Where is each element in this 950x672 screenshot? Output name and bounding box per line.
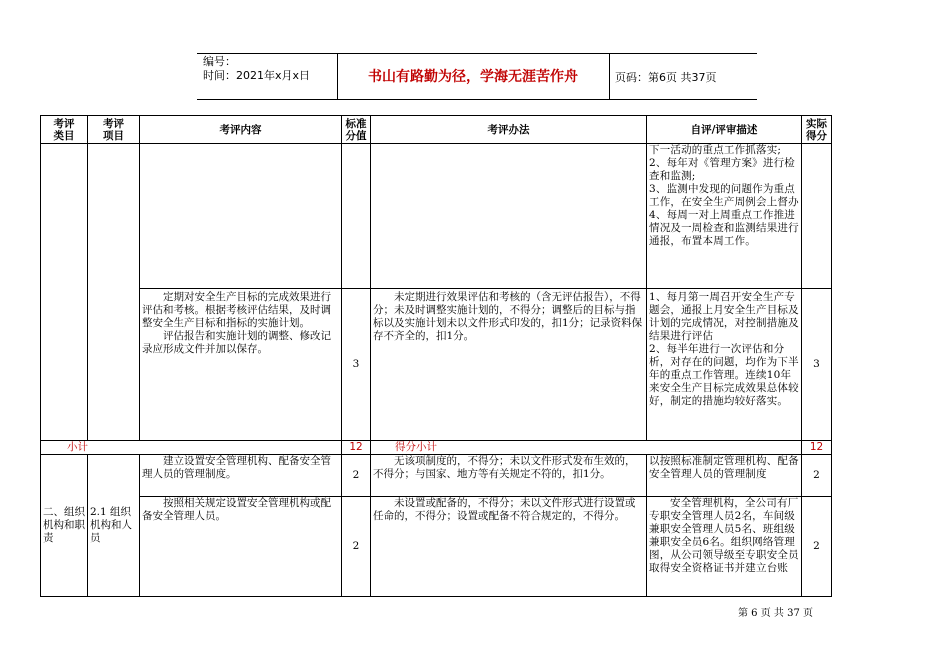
actual-cell: 2 [802,455,832,497]
actual-cell: 3 [802,289,832,441]
self-eval-cell: 下一活动的重点工作抓落实; 2、每年对《管理方案》进行检查和监测; 3、监测中发现的问题作为重点工作，在安全生产周例会上督办 4、每周一对上周重点工作推进情况及一周检查和监测结果进行通报，布置本周工作。 [647,144,802,289]
content-paragraph: 定期对安全生产目标的完成效果进行评估和考核。根据考核评估结果，及时调整安全生产目标和指标的实施计划。 [142,291,331,329]
content-paragraph: 评估报告和实施计划的调整、修改记录应形成文件并加以保存。 [142,330,331,355]
subtotal-actual: 12 [802,441,832,455]
evaluation-table [40,115,832,597]
col-header-actual-score: 实际 得分 [802,116,832,144]
header-divider [609,53,610,99]
score-cell: 2 [342,455,371,497]
content-cell: 建立设置安全管理机构、配备安全管理人员的管理制度。 [140,455,342,497]
col-header-standard-score: 标准 分值 [342,116,371,144]
col-header-self-eval: 自评/评审描述 [647,116,802,144]
subtotal-score: 12 [342,441,371,455]
number-label: 编号： [203,55,236,68]
col-header-method: 考评办法 [371,116,647,144]
table-header-row [41,116,832,144]
method-cell: 未定期进行效果评估和考核的（含无评估报告），不得分；未及时调整实施计划的，不得分；调整后的目标与指标以及实施计划未以文件形式印发的，扣1分；记录资料保存不齐全的，扣1分。 [371,289,647,441]
score-cell [342,144,371,289]
header-bottom-rule [197,99,757,100]
col-header-content: 考评内容 [140,116,342,144]
page-label: 页码：第6页 共37页 [615,71,717,84]
self-eval-cell: 安全管理机构，全公司有厂专职安全管理人员2名，车间级兼职安全管理人员5名、班组级兼职安全员6名。组织网络管理图，从公司领导级至专职安全员取得安全资格证书并建立台账 [647,497,802,597]
table-row [41,455,832,497]
method-cell [371,144,647,289]
score-cell: 2 [342,497,371,597]
page-header [197,53,757,99]
content-cell: 按照相关规定设置安全管理机构或配备安全管理人员。 [140,497,342,597]
col-header-category: 考评 类目 [41,116,88,144]
score-cell: 3 [342,289,371,441]
table-row [41,497,832,597]
col-header-item: 考评 项目 [88,116,140,144]
actual-cell: 2 [802,497,832,597]
category-cell: 二、组织机构和职责 [41,455,88,597]
subtotal-row [41,441,832,455]
self-eval-cell: 1、每月第一周召开安全生产专题会，通报上月安全生产目标及计划的完成情况，对控制措施及结果进行评估 2、每半年进行一次评估和分析，对存在的问题，均作为下半年的重点工作管理。连续10年来安全生产目标完成效果总体较好，制定的措施均较好落实。 [647,289,802,441]
table-row [41,289,832,441]
header-meta [203,55,310,83]
content-cell [140,289,342,441]
actual-cell [802,144,832,289]
item-cell: 2.1 组织机构和人员 [88,455,140,597]
category-cell [41,144,88,441]
motto: 书山有路勤为径，学海无涯苦作舟 [368,69,578,85]
self-eval-cell: 以按照标准制定管理机构、配备安全管理人员的管理制度 [647,455,802,497]
subtotal-label: 小计 [41,441,342,455]
table-row [41,144,832,289]
page-footer: 第 6 页 共 37 页 [738,608,813,619]
item-cell [88,144,140,441]
content-cell [140,144,342,289]
subtotal-method-label: 得分小计 [371,441,802,455]
method-cell: 无该项制度的，不得分；未以文件形式发布生效的，不得分；与国家、地方等有关规定不符的，扣1分。 [371,455,647,497]
method-cell: 未设置或配备的，不得分；未以文件形式进行设置或任命的，不得分；设置或配备不符合规定的，不得分。 [371,497,647,597]
date-label: 时间：2021年x月x日 [203,69,311,82]
